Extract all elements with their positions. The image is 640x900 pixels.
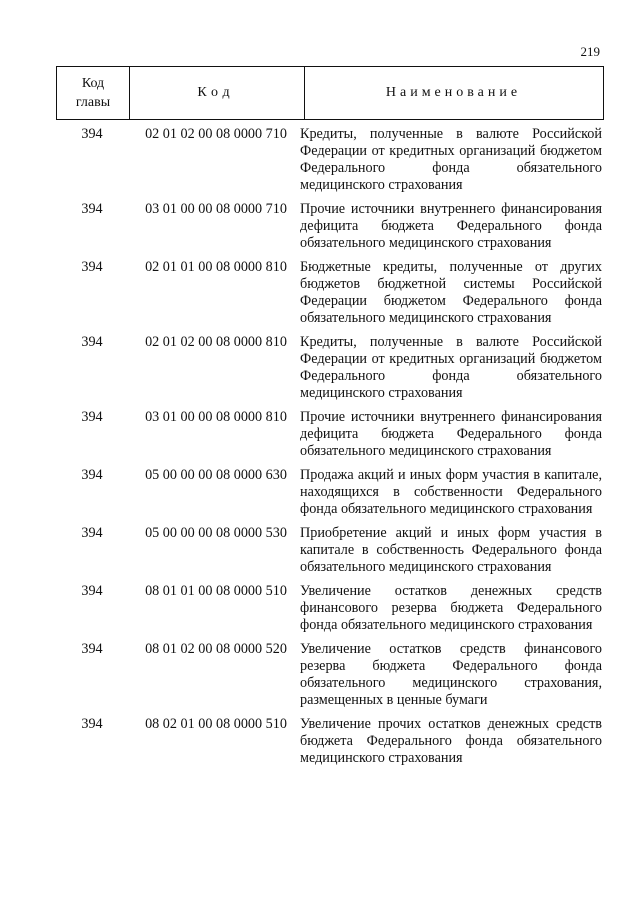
- row-chapter-code: 394: [81, 201, 103, 217]
- table-body: [56, 126, 604, 774]
- row-code: 05 00 00 00 08 0000 530: [145, 525, 287, 541]
- row-chapter-code: 394: [81, 716, 103, 732]
- row-chapter-code: 394: [81, 583, 103, 599]
- row-code: 02 01 01 00 08 0000 810: [145, 259, 287, 275]
- table-row: [56, 641, 604, 709]
- row-code: 02 01 02 00 08 0000 810: [145, 334, 287, 350]
- row-code: 08 02 01 00 08 0000 510: [145, 716, 287, 732]
- row-name: Прочие источники внутреннего финансирования дефицита бюджета Федерального фонда обязательного медицинского страхования: [300, 201, 602, 251]
- page-number: 219: [580, 44, 600, 59]
- row-code: 02 01 02 00 08 0000 710: [145, 126, 287, 142]
- row-code: 08 01 02 00 08 0000 520: [145, 641, 287, 657]
- header-code: Код: [128, 67, 305, 119]
- header-name: Наименование: [304, 67, 604, 119]
- table-row: [56, 201, 604, 252]
- table-header: [56, 66, 604, 120]
- header-chapter-code: [56, 67, 130, 119]
- row-name: Приобретение акций и иных форм участия в капитале в собственность Федерального фонда обязательного медицинского страхования: [300, 525, 602, 575]
- table-row: [56, 583, 604, 634]
- row-code: 08 01 01 00 08 0000 510: [145, 583, 287, 599]
- row-chapter-code: 394: [81, 126, 103, 142]
- row-chapter-code: 394: [81, 259, 103, 275]
- header-chapter-code-line2: главы: [75, 95, 111, 110]
- row-name: Прочие источники внутреннего финансирования дефицита бюджета Федерального фонда обязательного медицинского страхования: [300, 409, 602, 459]
- row-chapter-code: 394: [81, 334, 103, 350]
- table-row: [56, 126, 604, 194]
- row-name: Увеличение остатков денежных средств финансового резерва бюджета Федерального фонда обязательного медицинского страхования: [300, 583, 602, 633]
- header-chapter-code-line1: Код: [81, 76, 105, 91]
- row-name: Бюджетные кредиты, полученные от других бюджетов бюджетной системы Российской Федерации бюджетом Федерального фонда обязательного медицинского страхования: [300, 259, 602, 326]
- row-chapter-code: 394: [81, 409, 103, 425]
- row-chapter-code: 394: [81, 467, 103, 483]
- row-code: 03 01 00 00 08 0000 710: [145, 201, 287, 217]
- table-row: [56, 259, 604, 327]
- row-chapter-code: 394: [81, 641, 103, 657]
- row-name: Кредиты, полученные в валюте Российской Федерации от кредитных организаций бюджетом Федерального фонда обязательного медицинского страхования: [300, 126, 602, 193]
- table-row: [56, 716, 604, 767]
- row-name: Кредиты, полученные в валюте Российской Федерации от кредитных организаций бюджетом Федерального фонда обязательного медицинского страхования: [300, 334, 602, 401]
- row-name: Увеличение прочих остатков денежных средств бюджета Федерального фонда обязательного медицинского страхования: [300, 716, 602, 766]
- row-code: 03 01 00 00 08 0000 810: [145, 409, 287, 425]
- row-chapter-code: 394: [81, 525, 103, 541]
- row-code: 05 00 00 00 08 0000 630: [145, 467, 287, 483]
- row-name: Продажа акций и иных форм участия в капитале, находящихся в собственности Федерального фонда обязательного медицинского страхования: [300, 467, 602, 517]
- table-row: [56, 525, 604, 576]
- table-row: [56, 409, 604, 460]
- row-name: Увеличение остатков средств финансового резерва бюджета Федерального фонда обязательного медицинского страхования, размещенных в ценные бумаги: [300, 641, 602, 708]
- table-row: [56, 467, 604, 518]
- table-row: [56, 334, 604, 402]
